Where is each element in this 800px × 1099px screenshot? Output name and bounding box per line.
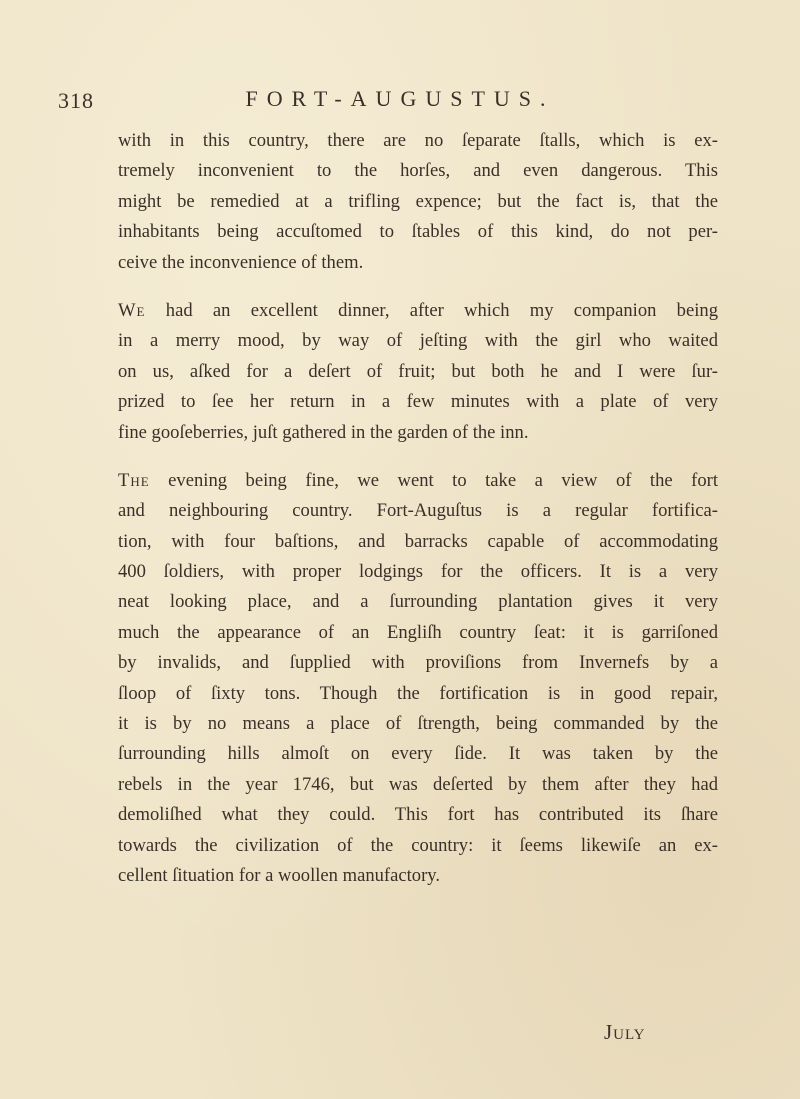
text-line: might be remedied at a trifling expence; but the fact is, that the bbox=[118, 190, 718, 212]
text-line: ſloop of ſixty tons. Though the fortification is in good repair, bbox=[118, 682, 718, 704]
text-line: cellent ſituation for a woollen manufactory. bbox=[118, 864, 441, 886]
paragraph-3 bbox=[118, 466, 718, 891]
text-line: in a merry mood, by way of jeſting with the girl who waited bbox=[118, 330, 718, 352]
text-line: it is by no means a place of ſtrength, being commanded by the bbox=[118, 713, 718, 735]
line-rest: evening being fine, we went to take a view of the fort bbox=[149, 469, 718, 491]
text-line: ſurrounding hills almoſt on every ſide. It was taken by the bbox=[118, 743, 718, 765]
text-line bbox=[118, 296, 718, 326]
text-line: on us, aſked for a deſert of fruit; but both he and I were ſur- bbox=[118, 360, 718, 382]
text-line: and neighbouring country. Fort-Auguſtus is a regular fortifica- bbox=[118, 500, 718, 522]
page-number: 318 bbox=[58, 88, 94, 113]
text-line: prized to ſee her return in a few minutes with a plate of very bbox=[118, 391, 718, 413]
paragraph-2 bbox=[118, 296, 718, 448]
catchword: July bbox=[604, 1020, 646, 1044]
text-line: 400 ſoldiers, with proper lodgings for the officers. It is a very bbox=[118, 561, 718, 583]
line-rest: had an excellent dinner, after which my companion being bbox=[145, 299, 718, 321]
lead-word: We bbox=[118, 299, 146, 321]
paragraph-1 bbox=[118, 126, 718, 278]
text-line: demoliſhed what they could. This fort has contributed its ſhare bbox=[118, 804, 718, 826]
text-line: tion, with four baſtions, and barracks capable of accommodating bbox=[118, 530, 718, 552]
running-head: FORT-AUGUSTUS. bbox=[245, 86, 555, 111]
text-line: with in this country, there are no ſeparate ſtalls, which is ex- bbox=[118, 130, 718, 151]
text-line: neat looking place, and a ſurrounding plantation gives it very bbox=[118, 591, 718, 613]
text-line: by invalids, and ſupplied with proviſions from Invernefs by a bbox=[118, 652, 718, 674]
text-line: much the appearance of an Engliſh country ſeat: it is garriſoned bbox=[118, 621, 718, 643]
text-line: ceive the inconvenience of them. bbox=[118, 251, 364, 273]
text-line: fine gooſeberries, juſt gathered in the garden of the inn. bbox=[118, 421, 529, 443]
text-line: towards the civilization of the country: it ſeems likewiſe an ex- bbox=[118, 834, 718, 856]
lead-word: The bbox=[118, 469, 150, 491]
text-line: rebels in the year 1746, but was deſerted by them after they had bbox=[118, 773, 718, 795]
text-line: tremely inconvenient to the horſes, and even dangerous. This bbox=[118, 160, 718, 182]
text-line: inhabitants being accuſtomed to ſtables of this kind, do not per- bbox=[118, 221, 718, 243]
text-line bbox=[118, 466, 718, 496]
body-text bbox=[118, 126, 718, 891]
